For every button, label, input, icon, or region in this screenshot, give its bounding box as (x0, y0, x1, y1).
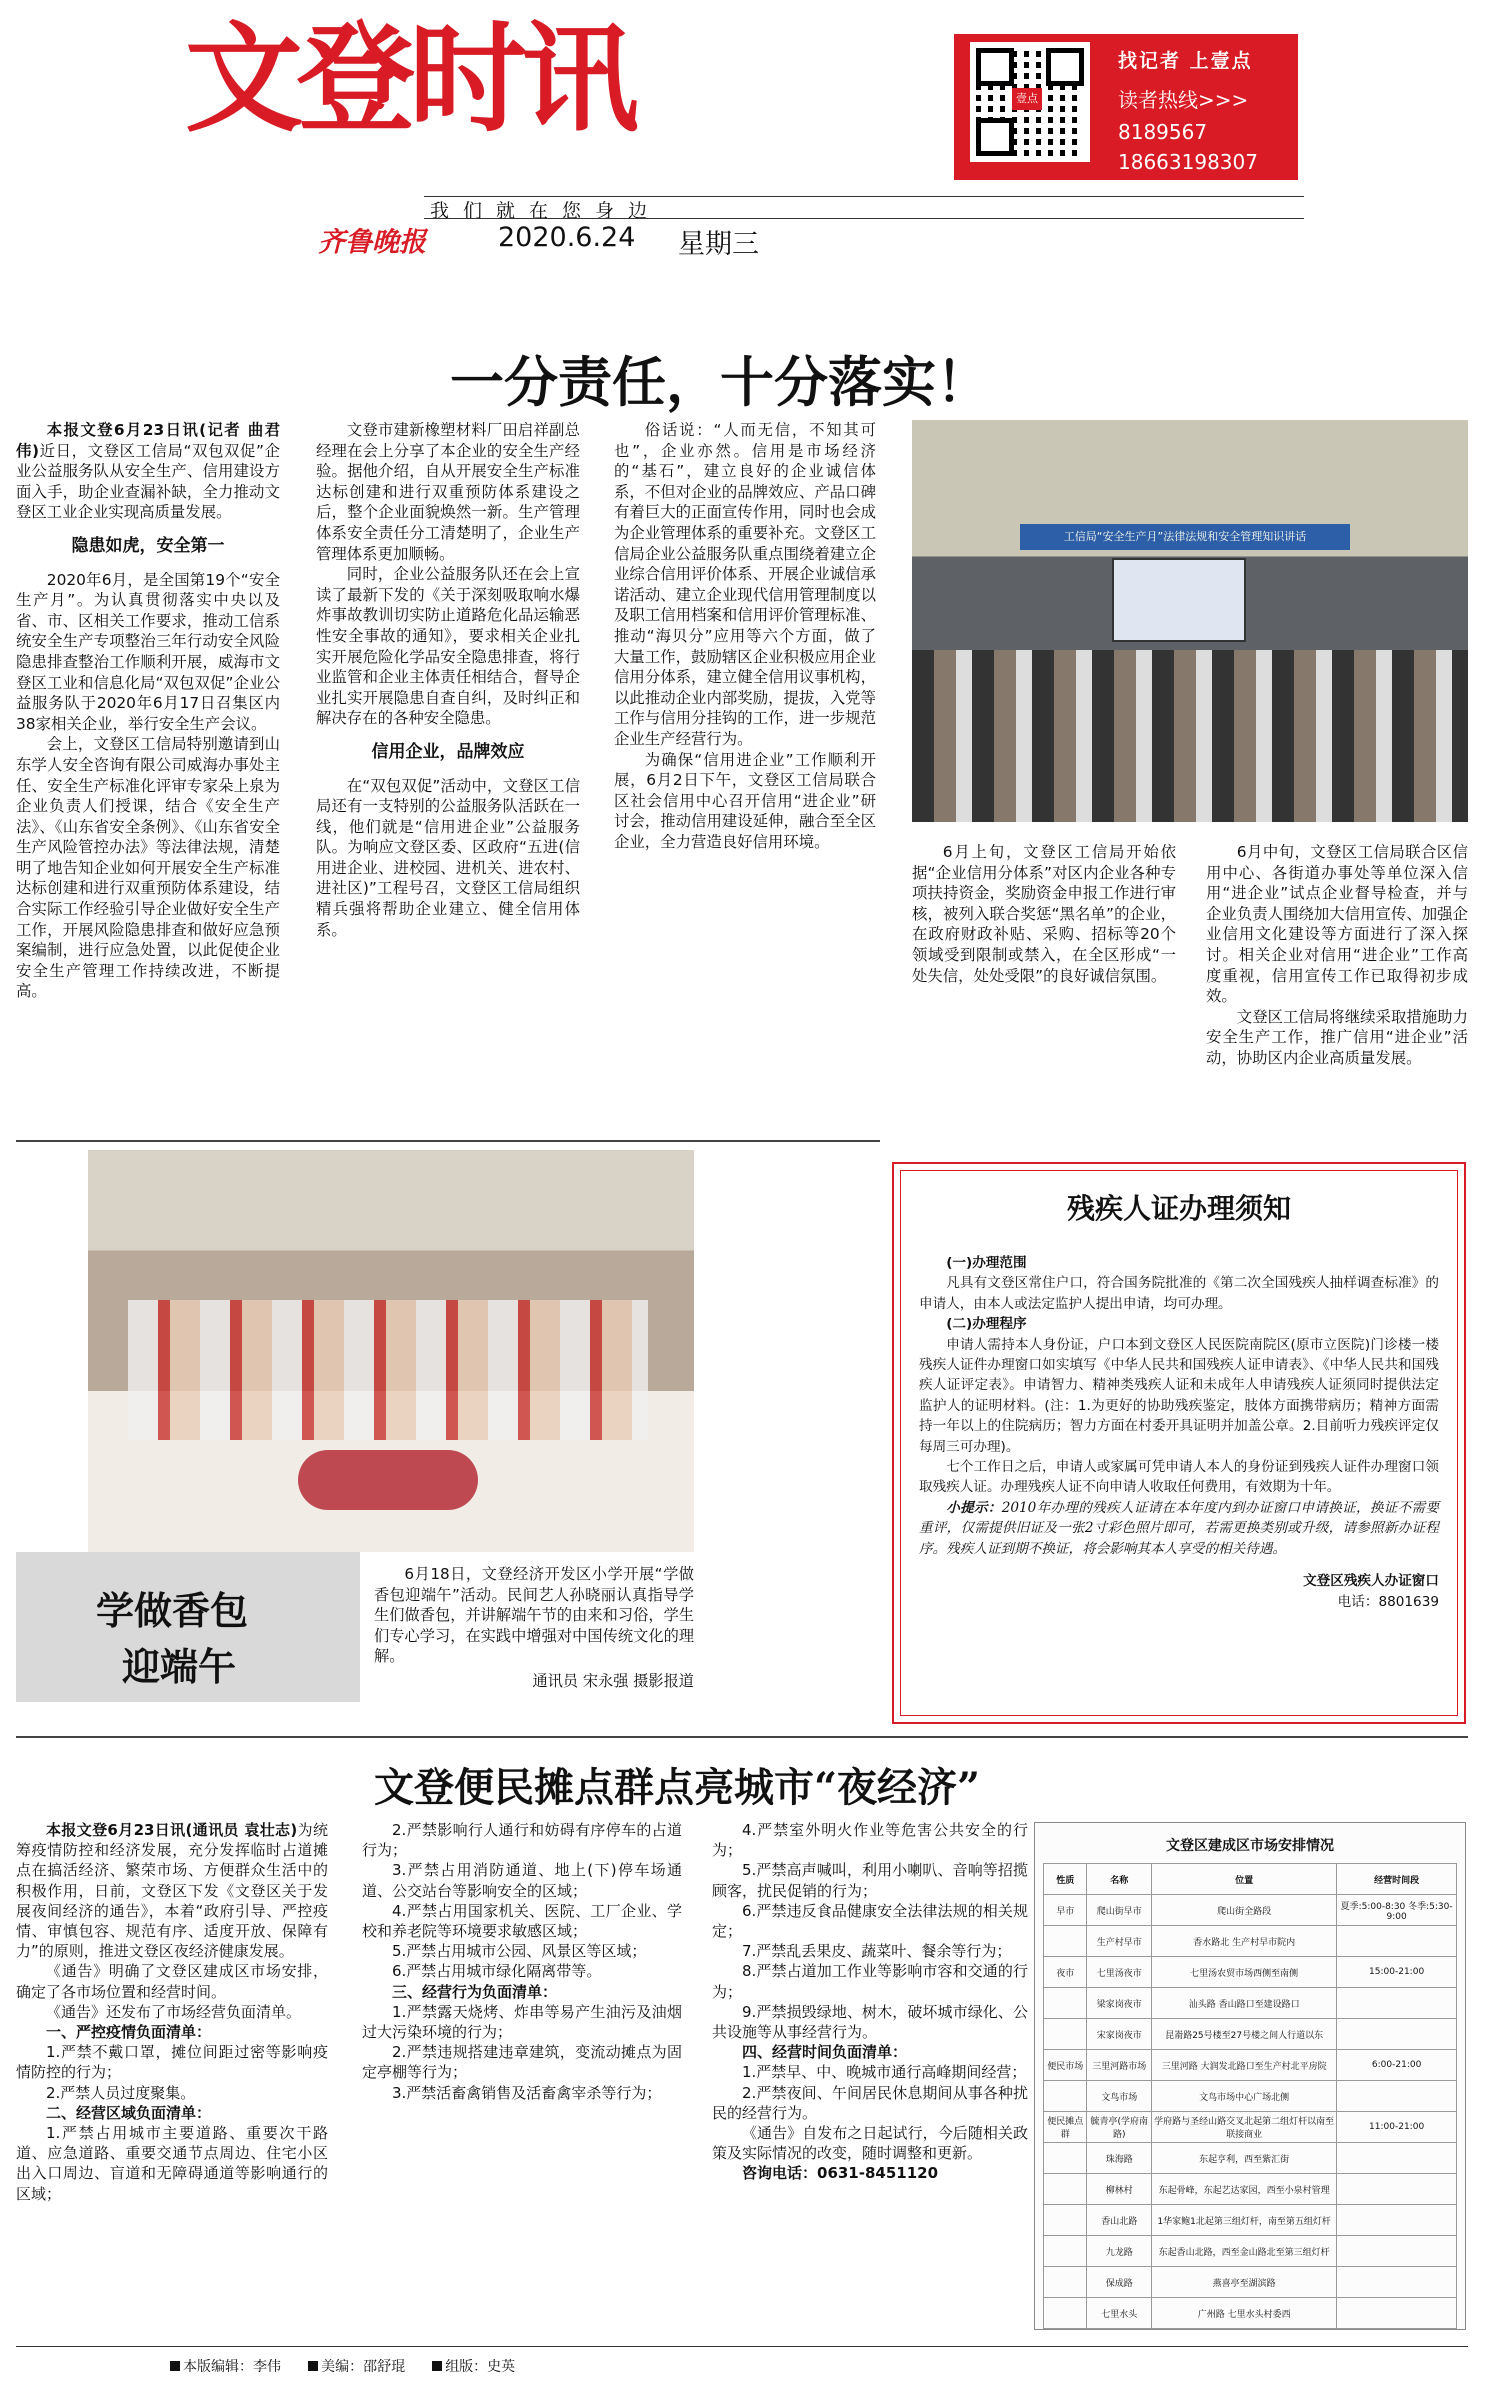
list-item: 4.严禁占用国家机关、医院、工厂企业、学校和养老院等环境要求敏感区域； (362, 1901, 682, 1941)
list-heading: 二、经营区域负面清单： (46, 2103, 212, 2122)
notice-subhead: (一)办理范围 (946, 1255, 1027, 1271)
schedule-table (1043, 1863, 1457, 2329)
qr-logo-icon: 壹点 (1012, 88, 1042, 110)
table-cell (1044, 2019, 1087, 2050)
table-cell: 1华家鲍1北起第三组灯杆，南至第五组灯杆 (1152, 2205, 1337, 2236)
issue-weekday: 星期三 (678, 229, 759, 260)
table-cell: 早市 (1044, 1895, 1087, 1926)
notice-paragraph: 申请人需持本人身份证，户口本到文登区人民医院南院区(原市立医院)门诊楼一楼残疾人证件办理窗口如实填写《中华人民共和国残疾人证申请表》、《中华人民共和国残疾人证评定表》。申请智力、精神类残疾人证和未成年人申请残疾人证须同时提供法定监护人的证明材料。(注：1.为更好的协助残疾鉴定，肢体方面携带病历；精神方面需持一年以上的住院病历；智力方面在村委开具证明并加盖公章。2.目前听力残疾评定仅每周三可办理)。 (919, 1336, 1439, 1455)
list-item: 5.严禁占用城市公园、风景区等区域； (392, 1942, 647, 1961)
lead-column-3 (614, 420, 876, 852)
lead-column-2 (316, 420, 580, 940)
notice-title: 残疾人证办理须知 (1066, 1192, 1291, 1225)
table-cell: 生产村早市 (1087, 1926, 1152, 1957)
table-row (1044, 2298, 1457, 2329)
hotline-label: 读者热线>>> (1118, 88, 1249, 112)
paragraph: 同时，企业公益服务队还在会上宣读了最新下发的《关于深刻吸取响水爆炸事故教训切实防止道路危化品运输恶性安全事故的通知》，要求相关企业扎实开展危险化学品安全隐患排查，将行业监管和企业主体责任相结合，督导企业扎实开展隐患自查自纠，及时纠正和解决存在的各种安全隐患。 (316, 565, 580, 728)
paragraph: 文登区工信局将继续采取措施助力安全生产工作，推广信用“进企业”活动，协助区内企业高质量发展。 (1206, 1007, 1468, 1067)
lead-column-1 (16, 420, 280, 1002)
table-cell: 梁家岗夜市 (1087, 1988, 1152, 2019)
table-cell: 三里河路市场 (1087, 2050, 1152, 2081)
lead-dateline: 本报文登6月23日讯(记者 曲君伟) (16, 421, 280, 460)
audience (912, 650, 1468, 822)
subhead-credit: 信用企业，品牌效应 (371, 741, 525, 762)
list-item: 3.严禁占用消防通道、地上(下)停车场通道、公交站台等影响安全的区域； (362, 1861, 682, 1900)
table-cell: 文鸟市场 (1087, 2081, 1152, 2112)
night-dateline: 本报文登6月23日讯(通讯员 袁壮志) (46, 1821, 298, 1839)
table-row (1044, 1988, 1457, 2019)
table-cell (1337, 2081, 1457, 2112)
list-item: 1.严禁露天烧烤、炸串等易产生油污及油烟过大污染环境的行为； (362, 2002, 682, 2042)
masthead-slogan: 我们就在您身边 (430, 200, 662, 222)
table-cell: 东起香山北路，西至金山路北至第三组灯杆 (1152, 2236, 1337, 2267)
table-cell: 香水路北 生产村早市院内 (1152, 1926, 1337, 1957)
table-cell: 宋家岗夜市 (1087, 2019, 1152, 2050)
table-row (1044, 2143, 1457, 2174)
table-cell (1044, 2267, 1087, 2298)
hotline-phone: 8189567 (1118, 120, 1208, 144)
table-row (1044, 2267, 1457, 2298)
table-row (1044, 1895, 1457, 1926)
masthead-rule (424, 218, 1304, 219)
table-cell: 毓青亭(学府南路) (1087, 2112, 1152, 2143)
students-photo (88, 1150, 694, 1552)
footer-art: 美编：邵舒琨 (321, 2359, 406, 2375)
paragraph: 俗话说：“人而无信，不知其可也”，企业亦然。信用是市场经济的“基石”，建立良好的企业诚信体系，不但对企业的品牌效应、产品口碑有着巨大的正面宣传作用，同时也会成为企业管理体系的重要补充。文登区工信局企业公益服务队重点围绕着建立企业综合信用评价体系、开展企业诚信承诺活动、建立企业现代信用管理制度以及职工信用档案和信用评价管理标准、推动“海贝分”应用等六个方面，做了大量工作，鼓励辖区企业积极应用企业信用分体系，建立健全信用议事机构，以此推动企业内部奖励，提拔，入党等工作与信用分挂钩的工作，进一步规范企业生产经营行为。 (614, 421, 876, 748)
paragraph: 2020年6月，是全国第19个“安全生产月”。为认真贯彻落实中央以及省、市、区相关工作要求，推动工信系统安全生产专项整治三年行动安全风险隐患排查整治工作顺利开展，威海市文登区工业和信息化局“双包双促”企业公益服务队于2020年6月17日召集区内38家相关企业，举行安全生产会议。 (16, 570, 280, 733)
table-cell (1337, 2298, 1457, 2329)
footer-layout: 组版：史英 (445, 2359, 516, 2375)
table-cell (1337, 2205, 1457, 2236)
list-heading: 四、经营时间负面清单： (742, 2043, 908, 2062)
table-cell: 九龙路 (1087, 2236, 1152, 2267)
table-cell: 保成路 (1087, 2267, 1152, 2298)
issue-date: 2020.6.24 (498, 222, 636, 253)
table-header-cell: 经营时间段 (1337, 1864, 1457, 1895)
table-cell: 汕头路 香山路口至建设路口 (1152, 1988, 1337, 2019)
list-item: 7.严禁乱丢果皮、蔬菜叶、餐余等行为； (742, 1942, 1012, 1961)
paper-brand-logo: 齐鲁晚报 (318, 227, 426, 258)
tip-text: 2010年办理的残疾人证请在本年度内到办证窗口申请换证，换证不需要重评，仅需提供旧证及一张2寸彩色照片即可，若需更换类别或升级，请参照新办证程序。残疾人证到期不换证，将会影响其本人享受的相关待遇。 (919, 1499, 1440, 1557)
table-cell: 夏季:5:00-8:30 冬季:5:30-9:00 (1337, 1895, 1457, 1926)
list-item: 2.严禁人员过度聚集。 (46, 2083, 196, 2102)
table-cell: 柳林村 (1087, 2174, 1152, 2205)
lead-intro: 近日，文登区工信局“双包双促”企业公益服务队从安全生产、信用建设方面入手，助企业查漏补缺，全力推动文登区工业企业实现高质量发展。 (16, 441, 280, 522)
list-item: 8.严禁占道加工作业等影响市容和交通的行为； (712, 1962, 1028, 2001)
paragraph: 为确保“信用进企业”工作顺利开展，6月2日下午，文登区工信局联合区社会信用中心召开信用“进企业”研讨会，推动信用建设延伸，融合至全区企业，全力营造良好信用环境。 (614, 750, 876, 851)
subhead-safety: 隐患如虎，安全第一 (71, 535, 225, 556)
meeting-photo (912, 420, 1468, 822)
table-cell: 广州路 七里水头村委西 (1152, 2298, 1337, 2329)
footer-credits (170, 2356, 537, 2376)
table-cell (1337, 2236, 1457, 2267)
table-cell (1337, 2174, 1457, 2205)
table-row (1044, 2050, 1457, 2081)
section-rule (16, 1736, 1468, 1738)
table-cell: 七里水头 (1087, 2298, 1152, 2329)
paragraph: 《通告》明确了文登区建成区市场安排，确定了各市场位置和经营时间。 (16, 1962, 328, 2001)
tip-label: 小提示： (946, 1499, 1002, 1516)
contact-phone: 咨询电话：0631-8451120 (742, 2164, 939, 2183)
table-cell (1044, 2081, 1087, 2112)
table-cell (1044, 2205, 1087, 2236)
masthead-rule (424, 196, 1304, 197)
table-cell: 便民摊点群 (1044, 2112, 1087, 2143)
paragraph: 6月中旬，文登区工信局联合区信用中心、各街道办事处等单位深入信用“进企业”试点企业督导检查，并与企业负责人围绕加大信用宣传、加强企业信用文化建设等方面进行了深入探讨。相关企业对信用“进企业”工作高度重视，信用宣传工作已取得初步成效。 (1206, 843, 1468, 1006)
paragraph: 6月上旬，文登区工信局开始依据“企业信用分体系”对区内企业各种专项扶持资金，奖励资金申报工作进行审核，被列入联合奖惩“黑名单”的企业，在政府财政补贴、采购、招标等20个领域受到限制或禁入，在全区形成“一处失信，处处受限”的良好诚信氛围。 (912, 843, 1176, 985)
schedule-title: 文登区建成区市场安排情况 (1166, 1838, 1334, 1854)
notice-body (919, 1253, 1439, 1612)
table-cell (1337, 1988, 1457, 2019)
paragraph: 会上，文登区工信局特别邀请到山东学人安全咨询有限公司威海办事处主任、安全生产标准化评审专家朵上泉为企业负责人们授课，结合《安全生产法》、《山东省安全条例》、《山东省安全生产风险管控办法》等法律法规，清楚明了地告知企业如何开展安全生产标准达标创建和进行双重预防体系建设，结合实际工作经验引导企业做好安全生产工作，开展风险隐患排查和做好应急预案编制，进行应急处置，以此促使企业安全生产管理工作持续改进，不断提高。 (16, 735, 280, 1001)
table-cell: 珠海路 (1087, 2143, 1152, 2174)
list-item: 6.严禁占用城市绿化隔离带等。 (392, 1962, 602, 1981)
table-cell (1337, 2267, 1457, 2298)
table-cell (1337, 1926, 1457, 1957)
lead-column-4 (912, 842, 1176, 986)
night-column-3 (712, 1820, 1028, 2184)
table-cell (1044, 2143, 1087, 2174)
night-economy-headline: 文登便民摊点群点亮城市“夜经济” (374, 1764, 981, 1811)
table-header-cell: 位置 (1152, 1864, 1337, 1895)
night-column-1 (16, 1820, 328, 2204)
list-heading: 三、经营行为负面清单： (392, 1982, 558, 2001)
table-cell: 便民市场 (1044, 2050, 1087, 2081)
list-item: 6.严禁违反食品健康安全法律法规的相关规定； (712, 1901, 1028, 1941)
table-row (1044, 2081, 1457, 2112)
table-cell: 11:00-21:00 (1337, 2112, 1457, 2143)
table-cell (1044, 2236, 1087, 2267)
table-cell: 15:00-21:00 (1337, 1957, 1457, 1988)
table-cell (1044, 1926, 1087, 1957)
table-cell: 香山北路 (1087, 2205, 1152, 2236)
table-cell: 七里汤夜市 (1087, 1957, 1152, 1988)
square-bullet-icon (170, 2361, 180, 2371)
table-row (1044, 1957, 1457, 1988)
table-cell: 学府路与圣经山路交叉北起第二组灯杆以南至联接商业 (1152, 2112, 1337, 2143)
list-item: 1.严禁早、中、晚城市通行高峰期间经营； (742, 2063, 1027, 2082)
list-item: 9.严禁损毁绿地、树木，破坏城市绿化、公共设施等从事经营行为。 (712, 2002, 1028, 2042)
market-schedule (1034, 1822, 1466, 2330)
table-row (1044, 2112, 1457, 2143)
table-cell: 东起骨峰，东起艺达家园，西至小泉村管理 (1152, 2174, 1337, 2205)
table-header-cell: 名称 (1087, 1864, 1152, 1895)
list-item: 2.严禁影响行人通行和妨碍有序停车的占道行为； (362, 1821, 682, 1860)
newspaper-masthead: 文登时讯 (185, 9, 634, 148)
square-bullet-icon (432, 2361, 442, 2371)
photo-headline-line1: 学做香包 (96, 1588, 249, 1633)
paragraph: 《通告》还发布了市场经营负面清单。 (46, 2002, 302, 2021)
paragraph: 《通告》自发布之日起试行，今后随相关政策及实际情况的改变，随时调整和更新。 (712, 2124, 1028, 2163)
table-cell (1044, 2174, 1087, 2205)
hotline-mobile: 18663198307 (1118, 150, 1258, 174)
photo-caption (374, 1564, 694, 1692)
table-header-cell: 性质 (1044, 1864, 1087, 1895)
table-cell: 三里河路 大润发北路口至生产村北平房院 (1152, 2050, 1337, 2081)
table-cell: 七里汤农贸市场西侧至南侧 (1152, 1957, 1337, 1988)
list-item: 3.严禁活畜禽销售及活畜禽宰杀等行为； (392, 2083, 662, 2102)
table-cell (1044, 1988, 1087, 2019)
list-item: 5.严禁高声喊叫，利用小喇叭、音响等招揽顾客，扰民促销的行为； (712, 1861, 1028, 1900)
table-row (1044, 2205, 1457, 2236)
lead-column-5 (1206, 842, 1468, 1069)
list-item: 1.严禁占用城市主要道路、重要次干路道、应急道路、重要交通节点周边、住宅小区出入口周边、盲道和无障碍通道等影响通行的区域； (16, 2124, 328, 2203)
qr-code[interactable] (970, 42, 1090, 162)
caption-text: 6月18日，文登经济开发区小学开展“学做香包迎端午”活动。民间艺人孙晓丽认真指导学生们做香包，并讲解端午节的由来和习俗，学生们专心学习，在实践中增强对中国传统文化的理解。 (374, 1565, 694, 1666)
table-row (1044, 1926, 1457, 1957)
disability-notice-box (892, 1162, 1466, 1724)
find-reporter-label: 找记者 上壹点 (1118, 50, 1253, 72)
list-item: 2.严禁违规搭建违章建筑，变流动摊点为固定亭棚等行为； (362, 2043, 682, 2082)
notice-phone: 电话：8801639 (1337, 1593, 1439, 1610)
section-rule (16, 1140, 880, 1142)
table-cell: 爬山街全路段 (1152, 1895, 1337, 1926)
table-row (1044, 2174, 1457, 2205)
sachet-threads (298, 1450, 478, 1510)
photo-headline-line2: 迎端午 (122, 1644, 237, 1689)
footer-rule (16, 2346, 1468, 2347)
table-cell: 6:00-21:00 (1337, 2050, 1457, 2081)
table-cell (1337, 2143, 1457, 2174)
photo-credit: 通讯员 宋永强 摄影报道 (532, 1671, 694, 1690)
table-cell: 东起亨利，西至紫汇街 (1152, 2143, 1337, 2174)
paragraph: 文登市建新橡塑材料厂田启祥副总经理在会上分享了本企业的安全生产经验。据他介绍，自从开展安全生产标准达标创建和进行双重预防体系建设之后，整个企业面貌焕然一新。生产管理体系安全责任分工清楚明了，企业生产管理体系更加顺畅。 (316, 421, 580, 563)
table-cell (1044, 2298, 1087, 2329)
table-cell: 夜市 (1044, 1957, 1087, 1988)
table-cell: 文鸟市场中心广场北侧 (1152, 2081, 1337, 2112)
list-item: 4.严禁室外明火作业等危害公共安全的行为； (712, 1821, 1028, 1860)
table-row (1044, 2236, 1457, 2267)
table-row (1044, 2019, 1457, 2050)
square-bullet-icon (308, 2361, 318, 2371)
paragraph: 在“双包双促”活动中，文登区工信局还有一支特别的公益服务队活跃在一线，他们就是“信用进企业”公益服务队。为响应文登区委、区政府“五进(信用进企业、进校园、进机关、进农村、进社区)”工程号召，文登区工信局组织精兵强将帮助企业建立、健全信用体系。 (316, 776, 580, 939)
night-intro: 为统筹疫情防控和经济发展，充分发挥临时占道摊点在搞活经济、繁荣市场、方便群众生活中的积极作用，日前，文登区下发《文登区关于发展夜间经济的通告》，本着“政府引导、严控疫情、审慎包容、规范有序、适度开放、保障有力”的原则，推进文登区夜经济健康发展。 (16, 1821, 328, 1961)
projector-screen (1112, 558, 1246, 642)
students-group (128, 1300, 648, 1440)
list-item: 2.严禁夜间、午间居民休息期间从事各种扰民的经营行为。 (712, 2083, 1028, 2122)
list-heading: 一、严控疫情负面清单： (46, 2023, 212, 2042)
meeting-banner: 工信局“安全生产月”法律法规和安全管理知识讲话 (1020, 524, 1350, 550)
night-column-2 (362, 1820, 682, 2103)
notice-subhead: (二)办理程序 (946, 1316, 1027, 1333)
list-item: 1.严禁不戴口罩，摊位间距过密等影响疫情防控的行为； (16, 2043, 328, 2082)
notice-signature: 文登区残疾人办证窗口 (1303, 1573, 1439, 1590)
notice-paragraph: 七个工作日之后，申请人或家属可凭申请人本人的身份证到残疾人证件办理窗口领取残疾人证。办理残疾人证不向申请人收取任何费用，有效期为十年。 (919, 1459, 1439, 1496)
table-cell (1337, 2019, 1457, 2050)
lead-headline: 一分责任，十分落实！ (450, 350, 990, 414)
footer-editor: 本版编辑：李伟 (183, 2359, 281, 2375)
notice-paragraph: 凡具有文登区常住户口，符合国务院批准的《第二次全国残疾人抽样调查标准》的申请人，由本人或法定监护人提出申请，均可办理。 (919, 1275, 1439, 1312)
table-cell: 爬山街早市 (1087, 1895, 1152, 1926)
table-cell: 昆嵛路25号楼至27号楼之间人行道以东 (1152, 2019, 1337, 2050)
table-header-row (1044, 1864, 1457, 1895)
table-cell: 燕喜亭至湖滨路 (1152, 2267, 1337, 2298)
